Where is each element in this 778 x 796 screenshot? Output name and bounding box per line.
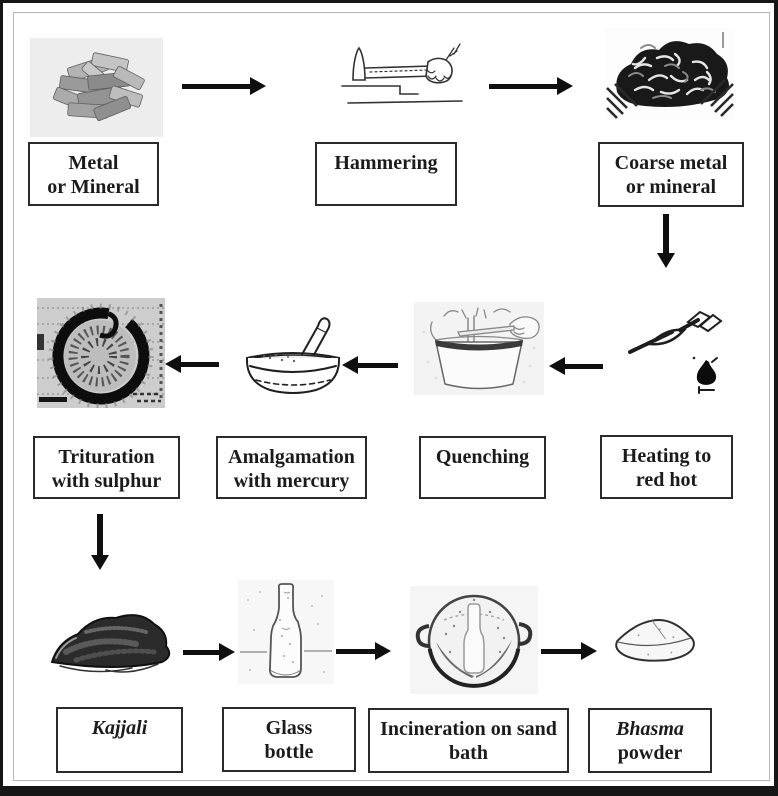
incineration-image: [410, 586, 538, 699]
arrow-trituration-to-kajjali: [92, 514, 108, 570]
box-label-line: Metal: [68, 152, 119, 174]
box-trituration-with-sulphur: [33, 436, 180, 499]
box-label-line: Hammering: [334, 152, 438, 174]
coarse-metal-image: [605, 28, 735, 125]
box-label-line: Quenching: [435, 446, 530, 468]
metal-pile-image: [30, 38, 163, 142]
glass-bottle-image: [238, 580, 334, 689]
box-coarse-metal-or-mineral: [598, 142, 744, 207]
box-metal-or-mineral: [28, 142, 159, 206]
box-label-line: Kajjali: [91, 717, 148, 739]
amalgamation-image: [240, 308, 346, 405]
box-hammering: [315, 142, 457, 206]
box-kajjali: [56, 707, 183, 773]
box-label-line: or mineral: [625, 176, 717, 198]
arrow-metal-to-hammering: [182, 77, 266, 95]
box-label-line: red hot: [635, 469, 698, 491]
box-label-line: or Mineral: [47, 176, 140, 198]
box-bhasma-powder: [588, 708, 712, 773]
box-label-line: bath: [449, 742, 488, 764]
quenching-image: [414, 302, 544, 400]
arrow-kajjali-to-bottle: [183, 643, 235, 661]
box-quenching: [419, 436, 546, 499]
hammering-image: [328, 40, 466, 119]
heating-image: [620, 300, 726, 400]
trituration-image: [37, 298, 165, 413]
box-label-line: Trituration: [58, 446, 155, 468]
arrow-coarse-to-heating: [658, 214, 674, 268]
box-label-line: Coarse metal: [614, 152, 728, 174]
box-label-line: bottle: [264, 741, 314, 763]
arrow-heating-to-quenching: [549, 357, 603, 375]
arrow-bottle-to-incineration: [336, 642, 391, 660]
box-amalgamation-with-mercury: [216, 436, 367, 499]
box-label-line: Glass: [265, 717, 313, 739]
box-incineration-on-sand-bath: [368, 708, 569, 773]
box-label-line: Bhasma: [616, 718, 684, 740]
arrow-amalgamation-to-trituration: [165, 355, 219, 373]
box-label-line: Heating to: [621, 445, 712, 467]
bhasma-powder-image: [608, 612, 700, 673]
box-glass-bottle: [222, 707, 356, 772]
box-label-line: Incineration on sand: [380, 718, 557, 740]
box-label-line: with mercury: [233, 470, 350, 492]
box-label-line: with sulphur: [51, 470, 162, 492]
box-heating-to-red-hot: [600, 435, 733, 499]
kajjali-image: [46, 592, 178, 689]
box-label-line: Amalgamation: [228, 446, 355, 468]
arrow-hammering-to-coarse: [489, 77, 573, 95]
arrow-quenching-to-amalgamation: [342, 356, 398, 374]
box-label-line: powder: [617, 742, 683, 764]
arrow-incineration-to-bhasma: [541, 642, 597, 660]
